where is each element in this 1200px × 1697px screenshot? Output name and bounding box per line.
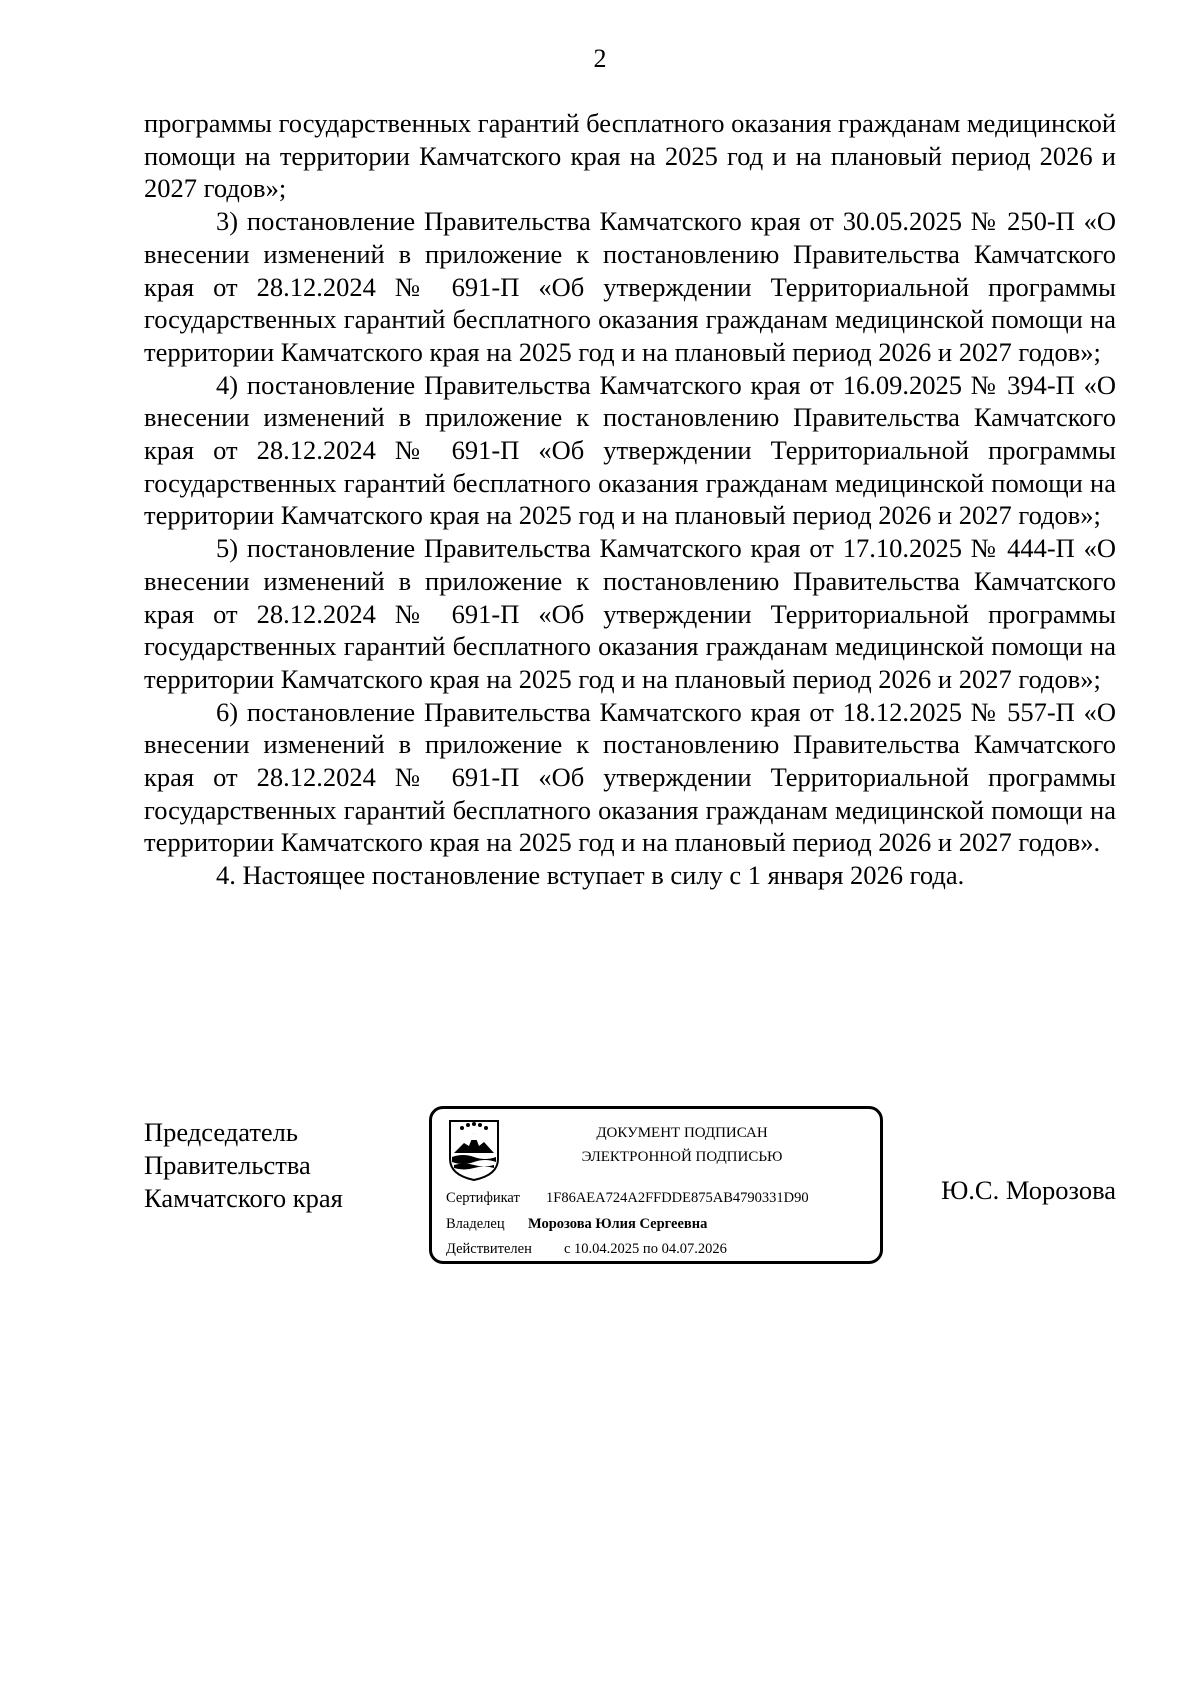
page-number: 2 xyxy=(593,44,607,73)
paragraph-item-4: 4) постановление Правительства Камчатского края от 16.09.2025 № 394-П «О внесении изменений в приложение к постановлению Правительства Камчатского края от 28.12.2024 № 691-П «Об утверждении Территориальной программы государственных гарантий бесплатного оказания гражданам медицинской помощи на территории Камчатского края на 2025 год и на плановый период 2026 и 2027 годов»; xyxy=(144,369,1116,531)
kamchatka-emblem-icon xyxy=(448,1119,500,1181)
stamp-heading xyxy=(512,1121,852,1169)
paragraph-item-6: 6) постановление Правительства Камчатского края от 18.12.2025 № 557-П «О внесении изменений в приложение к постановлению Правительства Камчатского края от 28.12.2024 № 691-П «Об утверждении Территориальной программы государственных гарантий бесплатного оказания гражданам медицинской помощи на территории Камчатского края на 2025 год и на плановый период 2026 и 2027 годов». xyxy=(144,696,1116,858)
signer-name: Ю.С. Морозова xyxy=(941,1175,1116,1205)
validity-value: с 10.04.2025 по 04.07.2026 xyxy=(564,1241,727,1257)
paragraph-effective-date: 4. Настоящее постановление вступает в силу с 1 января 2026 года. xyxy=(216,860,965,891)
stamp-owner-row xyxy=(446,1215,707,1233)
paragraph-item-5: 5) постановление Правительства Камчатского края от 17.10.2025 № 444-П «О внесении изменений в приложение к постановлению Правительства Камчатского края от 28.12.2024 № 691-П «Об утверждении Территориальной программы государственных гарантий бесплатного оказания гражданам медицинской помощи на территории Камчатского края на 2025 год и на плановый период 2026 и 2027 годов»; xyxy=(144,533,1116,694)
validity-label: Действителен xyxy=(446,1241,532,1257)
signer-position-line: Камчатского края xyxy=(144,1183,343,1213)
paragraph-continuation: программы государственных гарантий бесплатного оказания гражданам медицинской помощи на территории Камчатского края на 2025 год и на плановый период 2026 и 2027 годов»; xyxy=(144,108,1116,204)
document-body xyxy=(144,107,1116,892)
electronic-signature-stamp xyxy=(429,1106,883,1264)
certificate-value: 1F86AEA724A2FFDDE875AB4790331D90 xyxy=(546,1190,809,1206)
owner-label: Владелец xyxy=(446,1216,505,1232)
signer-position-line: Председатель xyxy=(144,1117,298,1147)
signer-position xyxy=(144,1116,343,1215)
stamp-heading-line: ЭЛЕКТРОННОЙ ПОДПИСЬЮ xyxy=(581,1149,783,1165)
stamp-validity-row xyxy=(446,1240,727,1258)
paragraph-item-3: 3) постановление Правительства Камчатского края от 30.05.2025 № 250-П «О внесении изменений в приложение к постановлению Правительства Камчатского края от 28.12.2024 № 691-П «Об утверждении Территориальной программы государственных гарантий бесплатного оказания гражданам медицинской помощи на территории Камчатского края на 2025 год и на плановый период 2026 и 2027 годов»; xyxy=(144,206,1116,367)
certificate-label: Сертификат xyxy=(446,1190,520,1206)
signer-position-line: Правительства xyxy=(144,1150,311,1180)
stamp-heading-line: ДОКУМЕНТ ПОДПИСАН xyxy=(596,1125,768,1141)
owner-value: Морозова Юлия Сергеевна xyxy=(528,1216,708,1232)
stamp-certificate-row xyxy=(446,1189,809,1207)
